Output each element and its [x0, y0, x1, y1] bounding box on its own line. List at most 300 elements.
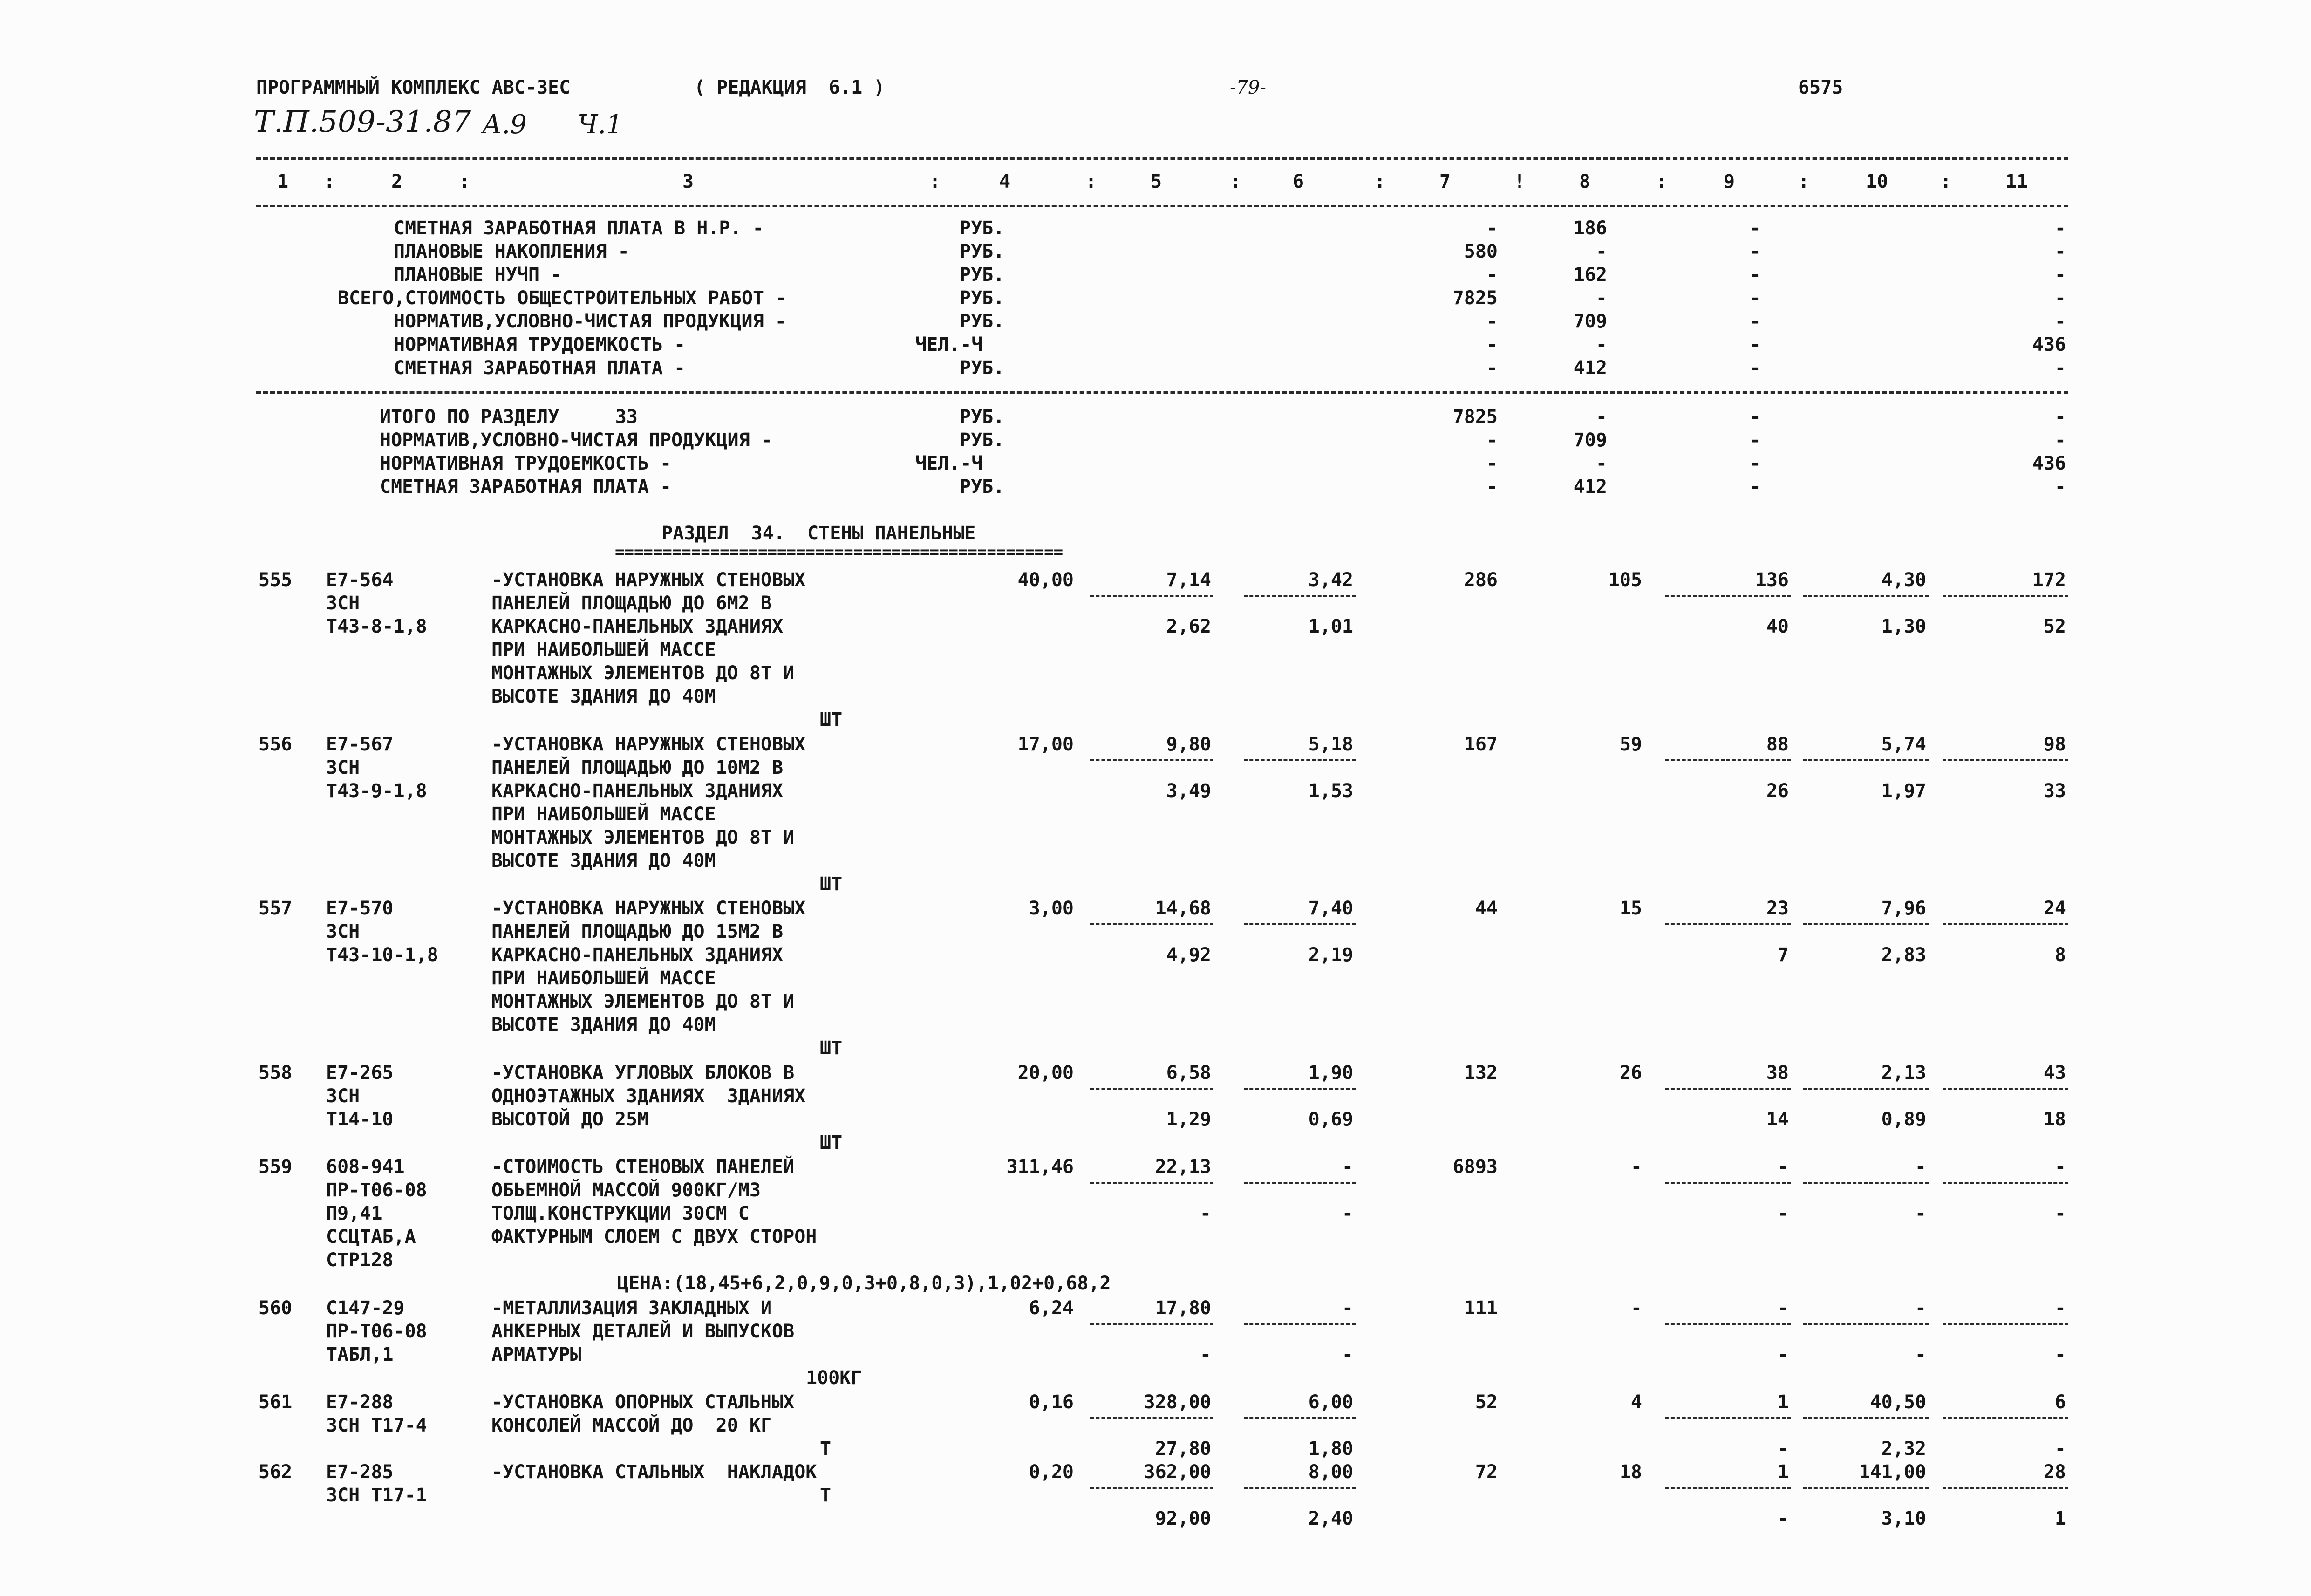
summary-unit: РУБ. — [960, 287, 1005, 309]
item-col5-bottom: 4,92 — [1166, 944, 1211, 966]
item-description: МОНТАЖНЫХ ЭЛЕМЕНТОВ ДО 8Т И — [491, 662, 795, 684]
section-total-col9: - — [1749, 453, 1761, 474]
item-col9-bottom: 26 — [1766, 780, 1789, 802]
summary-col9: - — [1749, 311, 1761, 332]
item-col9-bottom: 14 — [1766, 1109, 1789, 1130]
column-header-1: 1 — [277, 171, 289, 192]
item-description: ВЫСОТЕ ЗДАНИЯ ДО 40М — [491, 850, 716, 872]
item-divider — [1943, 1088, 2068, 1090]
item-description: ПАНЕЛЕЙ ПЛОЩАДЬЮ ДО 15М2 В — [491, 921, 784, 942]
item-col9-bottom: 7 — [1777, 944, 1789, 966]
item-divider — [1090, 1182, 1213, 1184]
item-divider — [1090, 1487, 1213, 1489]
item-divider — [1090, 1323, 1213, 1325]
section-total-col11: - — [2054, 430, 2066, 451]
section-total-unit: РУБ. — [960, 476, 1005, 498]
item-col8: 4 — [1630, 1391, 1642, 1413]
summary-col8: - — [1595, 241, 1607, 262]
item-quantity: 3,00 — [1029, 898, 1074, 919]
summary-label: НОРМАТИВ,УСЛОВНО-ЧИСТАЯ ПРОДУКЦИЯ - — [394, 311, 786, 332]
section-total-col11: - — [2054, 476, 2066, 498]
item-col9-bottom: - — [1777, 1344, 1789, 1365]
item-col11-top: - — [2054, 1297, 2066, 1319]
item-col9-top: 38 — [1766, 1062, 1789, 1084]
item-divider — [1244, 923, 1356, 925]
item-col9-bottom: - — [1777, 1438, 1789, 1460]
item-col5-bottom: 92,00 — [1155, 1508, 1211, 1529]
column-separator: : — [1374, 171, 1386, 192]
item-divider — [1803, 595, 1929, 597]
section-total-unit: РУБ. — [960, 406, 1005, 428]
item-code: Е7-265 — [326, 1062, 394, 1084]
summary-col11: - — [2054, 264, 2066, 286]
summary-col7: 7825 — [1452, 287, 1498, 309]
item-col6-top: - — [1342, 1156, 1353, 1178]
item-divider — [1665, 1182, 1791, 1184]
section-total-col8: 709 — [1573, 430, 1607, 451]
summary-unit: РУБ. — [960, 264, 1005, 286]
column-separator: : — [929, 171, 941, 192]
item-col5-bottom: 27,80 — [1155, 1438, 1211, 1460]
program-title: ПРОГРАММНЫЙ КОМПЛЕКС АВС-ЗЕС — [256, 77, 571, 98]
item-col10-bottom: 0,89 — [1881, 1109, 1926, 1130]
item-col5-top: 17,80 — [1155, 1297, 1211, 1319]
item-code: Е7-570 — [326, 898, 394, 919]
item-col10-bottom: 3,10 — [1881, 1508, 1926, 1529]
item-number: 556 — [259, 734, 293, 755]
part-handwritten: Ч.1 — [578, 109, 623, 140]
item-description: ВЫСОТОЙ ДО 25М — [491, 1109, 649, 1130]
item-number: 558 — [259, 1062, 293, 1084]
summary-label: ПЛАНОВЫЕ НУЧП - — [394, 264, 562, 286]
section-total-col8: 412 — [1573, 476, 1607, 498]
item-col7: 111 — [1464, 1297, 1498, 1319]
sheet-code: 6575 — [1798, 77, 1843, 98]
section-total-col9: - — [1749, 476, 1761, 498]
item-col5-top: 22,13 — [1155, 1156, 1211, 1178]
item-divider — [1803, 1088, 1929, 1090]
item-code: С147-29 — [326, 1297, 405, 1319]
item-col8: 26 — [1619, 1062, 1642, 1084]
item-col11-bottom: 8 — [2054, 944, 2066, 966]
item-code: ЗСН — [326, 757, 360, 778]
item-code: ПР-Т06-08 — [326, 1321, 427, 1342]
item-code: Е7-564 — [326, 569, 394, 591]
item-quantity: 40,00 — [1017, 569, 1074, 591]
item-code: Е7-285 — [326, 1461, 394, 1483]
item-divider — [1244, 1487, 1356, 1489]
summary-col8: - — [1595, 287, 1607, 309]
item-divider — [1244, 1088, 1356, 1090]
column-separator: : — [324, 171, 335, 192]
item-col7: 167 — [1464, 734, 1498, 755]
item-col5-bottom: 1,29 — [1166, 1109, 1211, 1130]
summary-col9: - — [1749, 357, 1761, 379]
item-description: -УСТАНОВКА СТАЛЬНЫХ НАКЛАДОК — [491, 1461, 817, 1483]
item-col10-top: 4,30 — [1881, 569, 1926, 591]
item-col8: 15 — [1619, 898, 1642, 919]
item-description: ФАКТУРНЫМ СЛОЕМ С ДВУХ СТОРОН — [491, 1226, 817, 1248]
item-code: Т43-9-1,8 — [326, 780, 427, 802]
item-col10-bottom: 2,83 — [1881, 944, 1926, 966]
item-code: ТАБЛ,1 — [326, 1344, 394, 1365]
summary-col7: 580 — [1464, 241, 1498, 262]
item-description: ПРИ НАИБОЛЬШЕЙ МАССЕ — [491, 639, 716, 661]
project-code-handwritten: Т.П.509-31.87 — [254, 105, 471, 139]
item-unit: ШТ — [820, 1132, 843, 1153]
summary-unit: РУБ. — [960, 241, 1005, 262]
item-col6-bottom: 2,19 — [1308, 944, 1353, 966]
item-divider — [1665, 595, 1791, 597]
item-code: Т43-10-1,8 — [326, 944, 438, 966]
item-number: 557 — [259, 898, 293, 919]
item-divider — [1090, 923, 1213, 925]
item-divider — [1665, 1487, 1791, 1489]
item-col11-bottom: 1 — [2054, 1508, 2066, 1529]
summary-col9: - — [1749, 264, 1761, 286]
item-col7: 72 — [1475, 1461, 1498, 1483]
item-col5-top: 14,68 — [1155, 898, 1211, 919]
summary-unit: РУБ. — [960, 218, 1005, 239]
item-col10-bottom: - — [1915, 1344, 1926, 1365]
edition-label: ( РЕДАКЦИЯ 6.1 ) — [694, 77, 885, 98]
item-description: -СТОИМОСТЬ СТЕНОВЫХ ПАНЕЛЕЙ — [491, 1156, 795, 1178]
section-total-col11: - — [2054, 406, 2066, 428]
item-col6-top: 5,18 — [1308, 734, 1353, 755]
section-total-col7: - — [1486, 476, 1498, 498]
item-number: 559 — [259, 1156, 293, 1178]
item-col6-top: 6,00 — [1308, 1391, 1353, 1413]
item-description: ТОЛЩ.КОНСТРУКЦИИ 30СМ С — [491, 1203, 750, 1224]
item-col6-bottom: 1,01 — [1308, 616, 1353, 637]
item-divider — [1943, 1417, 2068, 1419]
item-code: Е7-567 — [326, 734, 394, 755]
column-separator: : — [1798, 171, 1810, 192]
item-divider — [1803, 759, 1929, 761]
item-col5-top: 9,80 — [1166, 734, 1211, 755]
item-col9-top: 1 — [1777, 1461, 1789, 1483]
item-divider — [1665, 759, 1791, 761]
item-description: КАРКАСНО-ПАНЕЛЬНЫХ ЗДАНИЯХ — [491, 616, 784, 637]
item-description: АРМАТУРЫ — [491, 1344, 581, 1365]
item-code: П9,41 — [326, 1203, 382, 1224]
column-header-3: 3 — [682, 171, 694, 192]
page-number: -79- — [1230, 77, 1266, 98]
item-col5-bottom: - — [1200, 1203, 1211, 1224]
summary-col8: - — [1595, 334, 1607, 355]
summary-col8: 709 — [1573, 311, 1607, 332]
item-divider — [1803, 923, 1929, 925]
summary-col11: - — [2054, 357, 2066, 379]
item-col11-bottom: - — [2054, 1203, 2066, 1224]
section-total-col9: - — [1749, 406, 1761, 428]
item-col9-top: - — [1777, 1297, 1789, 1319]
item-col7: 6893 — [1452, 1156, 1498, 1178]
section-total-unit: РУБ. — [960, 430, 1005, 451]
item-col9-top: 1 — [1777, 1391, 1789, 1413]
item-quantity: 20,00 — [1017, 1062, 1074, 1084]
item-description: -МЕТАЛЛИЗАЦИЯ ЗАКЛАДНЫХ И — [491, 1297, 772, 1319]
summary-col8: 186 — [1573, 218, 1607, 239]
item-divider — [1665, 1088, 1791, 1090]
item-col6-top: 3,42 — [1308, 569, 1353, 591]
section-total-unit: ЧЕЛ.-Ч — [915, 453, 983, 474]
item-col6-bottom: 1,80 — [1308, 1438, 1353, 1460]
column-header-5: 5 — [1151, 171, 1162, 192]
summary-col9: - — [1749, 287, 1761, 309]
item-description: ПРИ НАИБОЛЬШЕЙ МАССЕ — [491, 968, 716, 989]
item-col6-top: 1,90 — [1308, 1062, 1353, 1084]
item-col9-bottom: 40 — [1766, 616, 1789, 637]
item-col6-bottom: - — [1342, 1203, 1353, 1224]
item-divider — [1244, 595, 1356, 597]
item-divider — [1244, 1417, 1356, 1419]
item-divider — [1943, 923, 2068, 925]
item-divider — [1090, 1417, 1213, 1419]
section-total-col8: - — [1595, 406, 1607, 428]
item-unit: Т — [820, 1438, 832, 1460]
section-total-label: СМЕТНАЯ ЗАРАБОТНАЯ ПЛАТА - — [380, 476, 672, 498]
item-col5-top: 7,14 — [1166, 569, 1211, 591]
summary-label: СМЕТНАЯ ЗАРАБОТНАЯ ПЛАТА - — [394, 357, 686, 379]
item-col9-top: 23 — [1766, 898, 1789, 919]
item-divider — [1665, 1417, 1791, 1419]
header-top-rule — [256, 157, 2068, 160]
item-description: ВЫСОТЕ ЗДАНИЯ ДО 40М — [491, 1014, 716, 1036]
summary-col8: 412 — [1573, 357, 1607, 379]
item-divider — [1803, 1323, 1929, 1325]
item-col5-bottom: - — [1200, 1344, 1211, 1365]
summary-col11: - — [2054, 287, 2066, 309]
item-code: Т43-8-1,8 — [326, 616, 427, 637]
item-col11-bottom: - — [2054, 1438, 2066, 1460]
item-divider — [1943, 1182, 2068, 1184]
item-divider — [1090, 1088, 1213, 1090]
item-description: МОНТАЖНЫХ ЭЛЕМЕНТОВ ДО 8Т И — [491, 827, 795, 848]
item-col11-top: 6 — [2054, 1391, 2066, 1413]
item-unit: 100КГ — [806, 1367, 862, 1389]
column-header-4: 4 — [999, 171, 1011, 192]
item-description: ПАНЕЛЕЙ ПЛОЩАДЬЮ ДО 6М2 В — [491, 593, 772, 614]
item-col6-bottom: 0,69 — [1308, 1109, 1353, 1130]
item-col8: - — [1630, 1156, 1642, 1178]
item-quantity: 0,16 — [1029, 1391, 1074, 1413]
item-divider — [1803, 1417, 1929, 1419]
item-col11-top: 24 — [2043, 898, 2066, 919]
item-divider — [1803, 1182, 1929, 1184]
item-col11-top: - — [2054, 1156, 2066, 1178]
album-handwritten: А.9 — [482, 109, 527, 140]
summary-col11: - — [2054, 241, 2066, 262]
item-col11-bottom: - — [2054, 1344, 2066, 1365]
column-header-11: 11 — [2005, 171, 2028, 192]
section-total-col9: - — [1749, 430, 1761, 451]
item-description: -УСТАНОВКА НАРУЖНЫХ СТЕНОВЫХ — [491, 898, 806, 919]
summary-col11: - — [2054, 218, 2066, 239]
item-col7: 44 — [1475, 898, 1498, 919]
item-description: -УСТАНОВКА НАРУЖНЫХ СТЕНОВЫХ — [491, 569, 806, 591]
summary-label: ВСЕГО,СТОИМОСТЬ ОБЩЕСТРОИТЕЛЬНЫХ РАБОТ - — [338, 287, 787, 309]
item-description: ОБЬЕМНОЙ МАССОЙ 900КГ/М3 — [491, 1180, 761, 1201]
item-col10-bottom: 1,30 — [1881, 616, 1926, 637]
item-col6-top: - — [1342, 1297, 1353, 1319]
item-col6-bottom: 2,40 — [1308, 1508, 1353, 1529]
item-col10-top: - — [1915, 1156, 1926, 1178]
item-col9-top: 136 — [1755, 569, 1789, 591]
summary-unit: РУБ. — [960, 357, 1005, 379]
item-description: ПРИ НАИБОЛЬШЕЙ МАССЕ — [491, 804, 716, 825]
section-title-underline: =============================================== — [615, 543, 1063, 561]
item-code: ЗСН — [326, 593, 360, 614]
item-code: 608-941 — [326, 1156, 405, 1178]
column-separator: : — [459, 171, 470, 192]
item-col11-bottom: 18 — [2043, 1109, 2066, 1130]
item-col11-bottom: 33 — [2043, 780, 2066, 802]
column-header-10: 10 — [1866, 171, 1888, 192]
item-description: ПАНЕЛЕЙ ПЛОЩАДЬЮ ДО 10М2 В — [491, 757, 784, 778]
header-bottom-rule — [256, 205, 2068, 207]
item-divider — [1803, 1487, 1929, 1489]
item-col8: 18 — [1619, 1461, 1642, 1483]
item-divider — [1665, 1323, 1791, 1325]
item-quantity: 17,00 — [1017, 734, 1074, 755]
item-col8: - — [1630, 1297, 1642, 1319]
section-total-col7: - — [1486, 430, 1498, 451]
item-divider — [1665, 923, 1791, 925]
column-separator: : — [1656, 171, 1668, 192]
column-header-6: 6 — [1293, 171, 1304, 192]
summary-label: СМЕТНАЯ ЗАРАБОТНАЯ ПЛАТА В Н.Р. - — [394, 218, 764, 239]
item-code: Т14-10 — [326, 1109, 394, 1130]
item-divider — [1943, 1323, 2068, 1325]
item-unit: Т — [820, 1485, 832, 1506]
item-col10-top: 7,96 — [1881, 898, 1926, 919]
summary-label: ПЛАНОВЫЕ НАКОПЛЕНИЯ - — [394, 241, 629, 262]
item-col6-bottom: - — [1342, 1344, 1353, 1365]
item-col9-bottom: - — [1777, 1203, 1789, 1224]
item-col8: 59 — [1619, 734, 1642, 755]
item-divider — [1244, 1323, 1356, 1325]
column-separator: : — [1230, 171, 1241, 192]
summary-col7: - — [1486, 334, 1498, 355]
item-col10-top: 2,13 — [1881, 1062, 1926, 1084]
item-col5-bottom: 2,62 — [1166, 616, 1211, 637]
summary-col7: - — [1486, 218, 1498, 239]
item-unit: ШТ — [820, 709, 843, 730]
summary-label: НОРМАТИВНАЯ ТРУДОЕМКОСТЬ - — [394, 334, 686, 355]
summary-col11: 436 — [2032, 334, 2066, 355]
item-quantity: 0,20 — [1029, 1461, 1074, 1483]
item-divider — [1943, 595, 2068, 597]
item-col5-bottom: 3,49 — [1166, 780, 1211, 802]
item-col10-bottom: 1,97 — [1881, 780, 1926, 802]
column-separator: : — [1940, 171, 1952, 192]
section-total-label: ИТОГО ПО РАЗДЕЛУ 33 — [380, 406, 638, 428]
section-total-col7: - — [1486, 453, 1498, 474]
item-code: Е7-288 — [326, 1391, 394, 1413]
column-header-2: 2 — [391, 171, 403, 192]
item-divider — [1244, 1182, 1356, 1184]
summary-col7: - — [1486, 264, 1498, 286]
item-col6-bottom: 1,53 — [1308, 780, 1353, 802]
item-col7: 132 — [1464, 1062, 1498, 1084]
section-total-col8: - — [1595, 453, 1607, 474]
column-header-8: 8 — [1579, 171, 1591, 192]
summary-unit: РУБ. — [960, 311, 1005, 332]
item-code: ЗСН — [326, 921, 360, 942]
item-quantity: 6,24 — [1029, 1297, 1074, 1319]
item-code: ЗСН Т17-1 — [326, 1485, 427, 1506]
section-total-col7: 7825 — [1452, 406, 1498, 428]
item-description: КАРКАСНО-ПАНЕЛЬНЫХ ЗДАНИЯХ — [491, 944, 784, 966]
item-code: ЗСН Т17-4 — [326, 1415, 427, 1436]
summary-unit: ЧЕЛ.-Ч — [915, 334, 983, 355]
item-number: 555 — [259, 569, 293, 591]
item-description: МОНТАЖНЫХ ЭЛЕМЕНТОВ ДО 8Т И — [491, 991, 795, 1012]
item-description: -УСТАНОВКА ОПОРНЫХ СТАЛЬНЫХ — [491, 1391, 795, 1413]
item-col10-top: - — [1915, 1297, 1926, 1319]
item-description: КОНСОЛЕЙ МАССОЙ ДО 20 КГ — [491, 1415, 772, 1436]
column-separator: : — [1085, 171, 1097, 192]
item-col5-top: 362,00 — [1144, 1461, 1211, 1483]
item-code: ЗСН — [326, 1085, 360, 1107]
item-col11-bottom: 52 — [2043, 616, 2066, 637]
section-title: РАЗДЕЛ 34. СТЕНЫ ПАНЕЛЬНЫЕ — [661, 523, 976, 544]
item-code: СТР128 — [326, 1249, 394, 1271]
item-unit: ШТ — [820, 1037, 843, 1059]
item-description: АНКЕРНЫХ ДЕТАЛЕЙ И ВЫПУСКОВ — [491, 1321, 795, 1342]
item-col7: 286 — [1464, 569, 1498, 591]
item-col11-top: 43 — [2043, 1062, 2066, 1084]
item-number: 561 — [259, 1391, 293, 1413]
item-col8: 105 — [1608, 569, 1642, 591]
item-divider — [1943, 759, 2068, 761]
column-header-7: 7 — [1439, 171, 1451, 192]
item-description: -УСТАНОВКА НАРУЖНЫХ СТЕНОВЫХ — [491, 734, 806, 755]
item-col10-top: 40,50 — [1870, 1391, 1926, 1413]
item-divider — [1090, 595, 1213, 597]
item-col10-bottom: - — [1915, 1203, 1926, 1224]
item-divider — [1943, 1487, 2068, 1489]
item-divider — [1244, 759, 1356, 761]
summary-separator — [256, 391, 2068, 394]
item-price-formula: ЦЕНА:(18,45+6,2,0,9,0,3+0,8,0,3),1,02+0,68,2 — [617, 1273, 1111, 1294]
section-total-label: НОРМАТИВ,УСЛОВНО-ЧИСТАЯ ПРОДУКЦИЯ - — [380, 430, 772, 451]
item-col7: 52 — [1475, 1391, 1498, 1413]
item-col11-top: 172 — [2032, 569, 2066, 591]
item-col10-bottom: 2,32 — [1881, 1438, 1926, 1460]
item-col9-top: 88 — [1766, 734, 1789, 755]
item-number: 560 — [259, 1297, 293, 1319]
section-total-col11: 436 — [2032, 453, 2066, 474]
column-header-9: 9 — [1724, 171, 1735, 192]
summary-col7: - — [1486, 357, 1498, 379]
item-code: ПР-Т06-08 — [326, 1180, 427, 1201]
item-description: -УСТАНОВКА УГЛОВЫХ БЛОКОВ В — [491, 1062, 795, 1084]
item-description: КАРКАСНО-ПАНЕЛЬНЫХ ЗДАНИЯХ — [491, 780, 784, 802]
summary-col9: - — [1749, 218, 1761, 239]
summary-col7: - — [1486, 311, 1498, 332]
item-unit: ШТ — [820, 873, 843, 895]
item-col9-top: - — [1777, 1156, 1789, 1178]
item-divider — [1090, 759, 1213, 761]
item-description: ВЫСОТЕ ЗДАНИЯ ДО 40М — [491, 686, 716, 707]
summary-col9: - — [1749, 334, 1761, 355]
item-code: ССЦТАБ,А — [326, 1226, 416, 1248]
summary-col8: 162 — [1573, 264, 1607, 286]
item-col5-top: 6,58 — [1166, 1062, 1211, 1084]
item-col10-top: 141,00 — [1859, 1461, 1926, 1483]
